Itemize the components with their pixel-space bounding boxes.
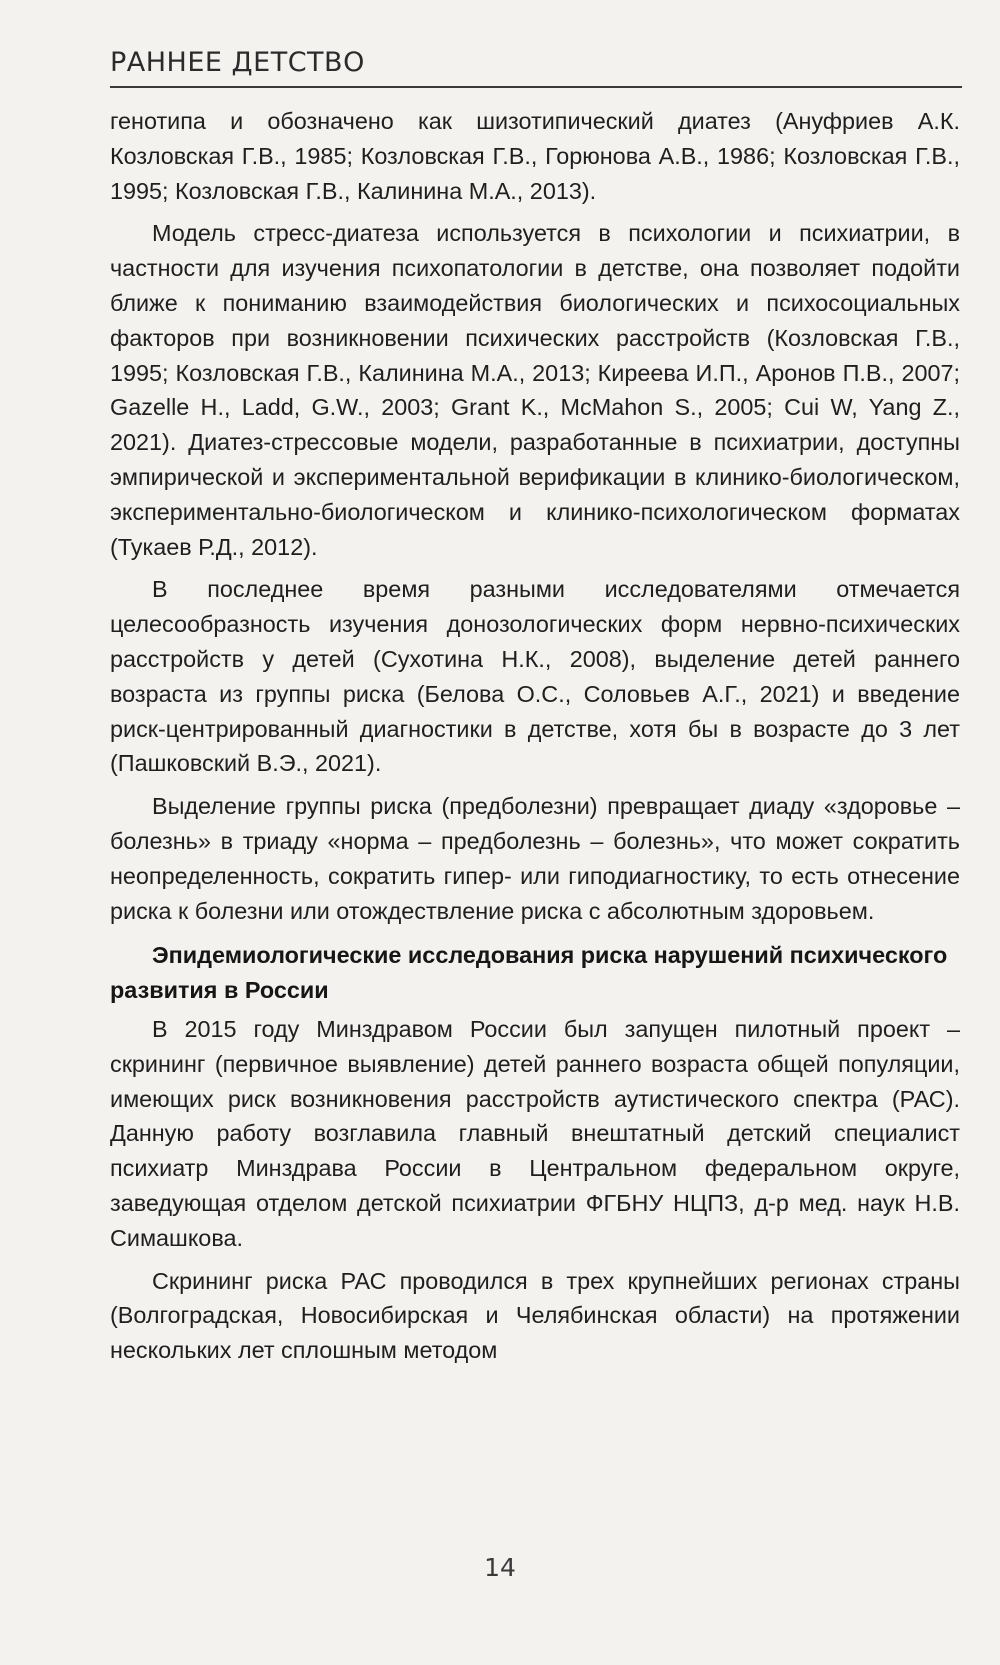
body-text: [110, 104, 960, 1376]
page-number: 14: [484, 1553, 516, 1582]
paragraph-continuation: генотипа и обозначено как шизотипический диатез (Ануфриев А.К. Козловская Г.В., 1985; Козловская Г.В., Горюнова А.В., 1986; Козловская Г.В., 1995; Козловская Г.В., Калинина М.А., 2013).: [110, 108, 960, 204]
paragraph-risk-group: Выделение группы риска (предболезни) превращает диаду «здоровье – болезнь» в триаду «норма – предболезнь – болезнь», что может сократить неопределенность, сократить гипер- или гиподиагностику, то есть отнесение риска к болезни или отождествление риска с абсолютным здоровьем.: [110, 793, 960, 924]
running-title: РАННЕЕ ДЕТСТВО: [110, 47, 365, 78]
section-heading: Эпидемиологические исследования риска нарушений психического развития в России: [110, 942, 948, 1004]
paragraph-screening-project: В 2015 году Минздравом России был запущен пилотный проект – скрининг (первичное выявление) детей раннего возраста общей популяции, имеющих риск возникновения расстройств аутистического спектра (РАС). Данную работу возглавила главный внештатный детский специалист психиатр Минздрава России в Центральном федеральном округе, заведующая отделом детской психиатрии ФГБНУ НЦПЗ, д-р мед. наук Н.В. Симашкова.: [110, 1015, 960, 1251]
running-header: [110, 46, 962, 88]
paragraph-recent-research: В последнее время разными исследователями отмечается целесообразность изучения донозологических форм нервно-психических расстройств у детей (Сухотина Н.К., 2008), выделение детей раннего возраста из группы риска (Белова О.С., Соловьев А.Г., 2021) и введение риск-центрированный диагностики в детстве, хотя бы в возрасте до 3 лет (Пашковский В.Э., 2021).: [110, 576, 960, 777]
paragraph-screening-regions: Скрининг риска РАС проводился в трех крупнейших регионах страны (Волгоградская, Новосибирская и Челябинская области) на протяжении нескольких лет сплошным методом: [110, 1267, 960, 1364]
paragraph-stress-diathesis: Модель стресс-диатеза используется в психологии и психиатрии, в частности для изучения психопатологии в детстве, она позволяет подойти ближе к пониманию взаимодействия биологических и психосоциальных факторов при возникновении психических расстройств (Козловская Г.В., 1995; Козловская Г.В., Калинина М.А., 2013; Киреева И.П., Аронов П.В., 2007; Gazelle H., Ladd, G.W., 2003; Grant K., McMahon S., 2005; Cui W, Yang Z., 2021). Диатез-стрессовые модели, разработанные в психиатрии, доступны эмпирической и экспериментальной верификации в клинико-биологическом, экспериментально-биологическом и клинико-психологическом форматах (Тукаев Р.Д., 2012).: [110, 220, 960, 560]
